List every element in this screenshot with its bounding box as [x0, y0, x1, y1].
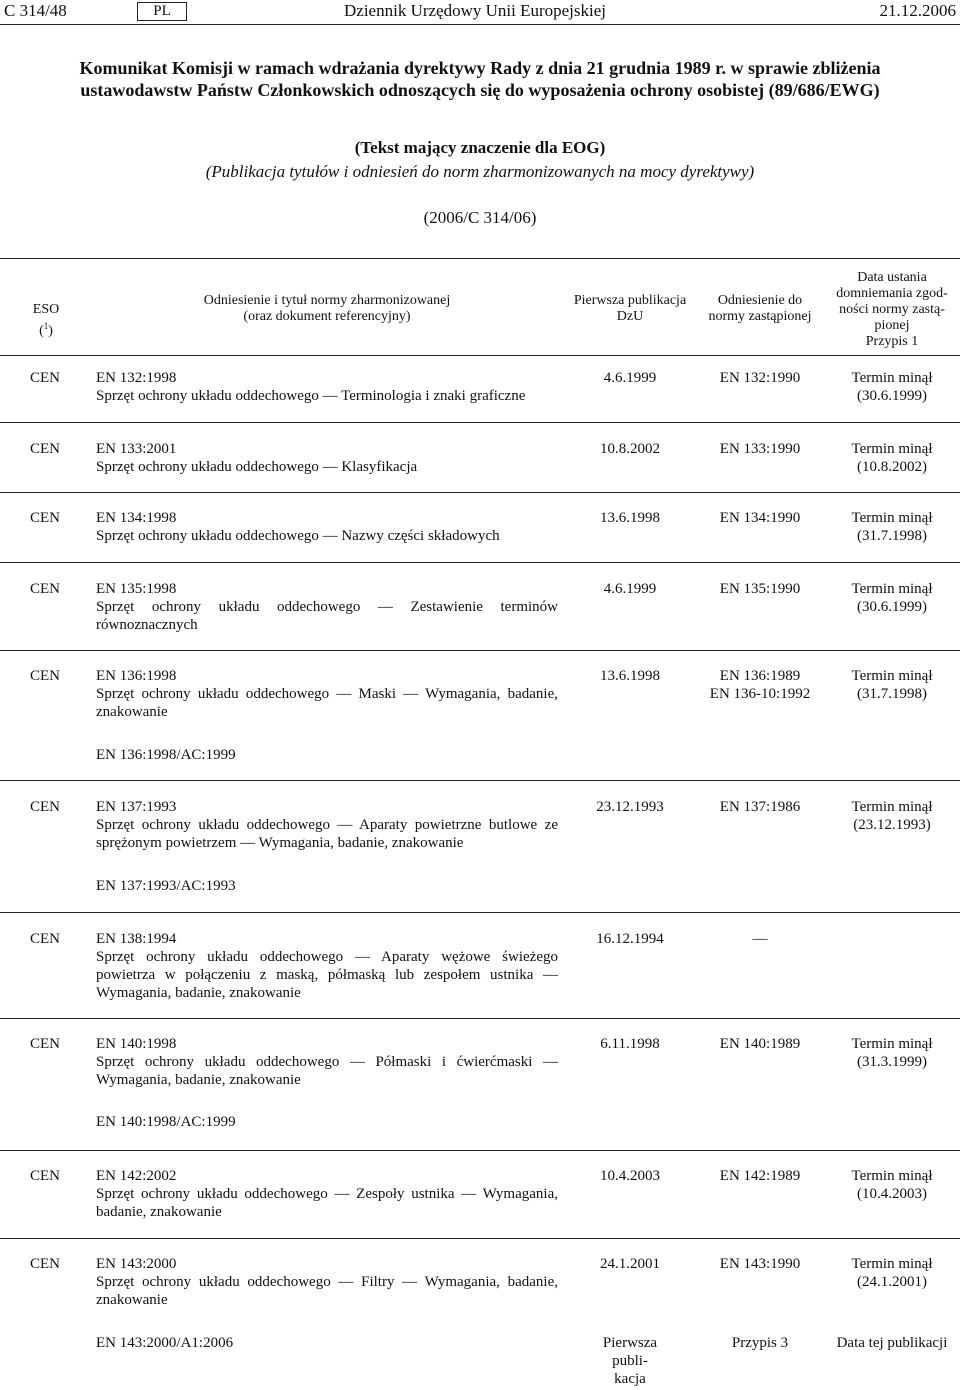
row-reference [96, 440, 558, 476]
row-superseded-standard: EN 143:1990 [719, 1256, 801, 1272]
row-cessation-date: Termin minął (31.7.1998) [851, 510, 933, 544]
row-first-publication: 10.8.2002 [600, 441, 660, 457]
table-top-rule [0, 258, 960, 259]
journal-name: Dziennik Urzędowy Unii Europejskiej [344, 1, 607, 20]
document-title: Komunikat Komisji w ramach wdrażania dyrektywy Rady z dnia 21 grudnia 1989 r. w sprawie zbliżenia ustawodawstw Państw Członkowskich odnoszących się do wyposażenia ochrony osobistej (89/686/EWG) [79, 58, 881, 100]
row-eso: CEN [30, 441, 60, 457]
row-superseded-standard: EN 134:1990 [719, 510, 801, 526]
amendment-footnote: Przypis 3 [731, 1335, 789, 1351]
row-cessation-date: Termin minął (23.12.1993) [851, 799, 933, 833]
standard-title: Sprzęt ochrony układu oddechowego — Aparaty wężowe świeżego powietrza w połączeniu z maską, półmaską lub zespołem ustnika — Wymagania, badanie, znakowanie [96, 949, 558, 1001]
row-reference [96, 580, 558, 634]
standard-ref: EN 140:1998 [96, 1036, 177, 1052]
row-cessation-date: Termin minął (30.6.1999) [851, 370, 933, 404]
row-first-publication: 13.6.1998 [600, 510, 660, 526]
row-superseded-standard: EN 136:1989 EN 136-10:1992 [709, 668, 811, 702]
row-eso: CEN [30, 370, 60, 386]
row-superseded-standard: — [752, 931, 768, 947]
header-reference: Odniesienie i tytuł normy zharmonizowanej (oraz dokument referencyjny) [203, 293, 451, 324]
row-divider [0, 562, 960, 563]
row-divider [0, 492, 960, 493]
row-divider [0, 1238, 960, 1239]
row-eso: CEN [30, 510, 60, 526]
table-header-rule [0, 355, 960, 356]
standard-title: Sprzęt ochrony układu oddechowego — Zespoły ustnika — Wymagania, badanie, znakowanie [96, 1186, 558, 1220]
row-first-publication: 6.11.1998 [600, 1036, 660, 1052]
standard-title: Sprzęt ochrony układu oddechowego — Filtry — Wymagania, badanie, znakowanie [96, 1274, 558, 1308]
row-divider [0, 912, 960, 913]
row-first-publication: 4.6.1999 [603, 581, 657, 597]
row-first-publication: 16.12.1994 [596, 931, 664, 947]
standard-ref: EN 133:2001 [96, 441, 177, 457]
issue-date: 21.12.2006 [879, 1, 956, 20]
publication-note: (Publikacja tytułów i odniesień do norm zharmonizowanych na mocy dyrektywy) [205, 162, 755, 181]
header-first-publication: Pierwsza publikacja DzU [573, 293, 687, 324]
row-first-publication: 23.12.1993 [596, 799, 664, 815]
header-eso: ESO ($^1$) [32, 302, 60, 339]
amendment-cessation: Data tej publikacji [836, 1335, 948, 1351]
page-header [0, 0, 960, 25]
row-superseded-standard: EN 140:1989 [719, 1036, 801, 1052]
row-reference [96, 369, 558, 405]
standard-ref: EN 142:2002 [96, 1168, 177, 1184]
standard-ref: EN 136:1998 [96, 668, 177, 684]
document-subtitle: (Tekst mający znaczenie dla EOG) [354, 138, 606, 157]
row-superseded-standard: EN 132:1990 [719, 370, 801, 386]
row-divider [0, 1150, 960, 1151]
row-divider [0, 422, 960, 423]
header-superseded-standard: Odniesienie do normy zastąpionej [708, 293, 812, 324]
standard-title: Sprzęt ochrony układu oddechowego — Aparaty powietrzne butlowe ze sprężonym powietrzem — Wymagania, badanie, znakowanie [96, 817, 558, 851]
row-cessation-date: Termin minął (30.6.1999) [851, 581, 933, 615]
document-reference: (2006/C 314/06) [423, 208, 537, 227]
row-cessation-date: Termin minął (31.7.1998) [851, 668, 933, 702]
row-first-publication: 10.4.2003 [600, 1168, 660, 1184]
amendment-ref: EN 137:1993/AC:1993 [96, 878, 236, 894]
row-first-publication: 13.6.1998 [600, 668, 660, 684]
standard-title: Sprzęt ochrony układu oddechowego — Klasyfikacja [96, 459, 418, 475]
standard-ref: EN 134:1998 [96, 510, 177, 526]
row-eso: CEN [30, 581, 60, 597]
row-divider [0, 650, 960, 651]
row-eso: CEN [30, 799, 60, 815]
standard-title: Sprzęt ochrony układu oddechowego — Półmaski i ćwierćmaski — Wymagania, badanie, znakowanie [96, 1054, 558, 1088]
header-cessation-date: Data ustania domniemania zgod- ności normy zastą- pionej Przypis 1 [836, 270, 948, 349]
amendment-ref: EN 140:1998/AC:1999 [96, 1114, 236, 1130]
row-cessation-date: Termin minął (31.3.1999) [851, 1036, 933, 1070]
amendment-first-publication: Pierwsza publi- kacja [602, 1335, 658, 1387]
row-first-publication: 4.6.1999 [603, 370, 657, 386]
row-first-publication: 24.1.2001 [600, 1256, 660, 1272]
row-divider [0, 1018, 960, 1019]
standard-ref: EN 132:1998 [96, 370, 177, 386]
standard-ref: EN 138:1994 [96, 931, 177, 947]
row-eso: CEN [30, 1168, 60, 1184]
row-eso: CEN [30, 1036, 60, 1052]
page-number: C 314/48 [4, 1, 67, 20]
row-reference [96, 509, 558, 545]
row-reference [96, 930, 558, 1002]
row-reference [96, 1167, 558, 1221]
row-superseded-standard: EN 133:1990 [719, 441, 801, 457]
row-cessation-date: Termin minął (24.1.2001) [851, 1256, 933, 1290]
row-reference [96, 667, 558, 721]
standard-ref: EN 137:1993 [96, 799, 177, 815]
row-superseded-standard: EN 135:1990 [719, 581, 801, 597]
row-cessation-date: Termin minął (10.8.2002) [851, 441, 933, 475]
standard-title: Sprzęt ochrony układu oddechowego — Maski — Wymagania, badanie, znakowanie [96, 686, 558, 720]
standard-ref: EN 143:2000 [96, 1256, 177, 1272]
amendment-ref: EN 143:2000/A1:2006 [96, 1335, 234, 1351]
row-eso: CEN [30, 1256, 60, 1272]
row-reference [96, 1035, 558, 1089]
standard-title: Sprzęt ochrony układu oddechowego — Terminologia i znaki graficzne [96, 388, 526, 404]
standard-title: Sprzęt ochrony układu oddechowego — Zestawienie terminów równoznacznych [96, 599, 558, 633]
standard-ref: EN 135:1998 [96, 581, 177, 597]
row-eso: CEN [30, 931, 60, 947]
row-reference [96, 798, 558, 852]
row-eso: CEN [30, 668, 60, 684]
row-superseded-standard: EN 142:1989 [719, 1168, 801, 1184]
row-divider [0, 780, 960, 781]
amendment-ref: EN 136:1998/AC:1999 [96, 747, 236, 763]
row-cessation-date: Termin minął (10.4.2003) [851, 1168, 933, 1202]
row-reference [96, 1255, 558, 1309]
row-superseded-standard: EN 137:1986 [719, 799, 801, 815]
language-badge: PL [137, 2, 187, 21]
standard-title: Sprzęt ochrony układu oddechowego — Nazwy części składowych [96, 528, 500, 544]
